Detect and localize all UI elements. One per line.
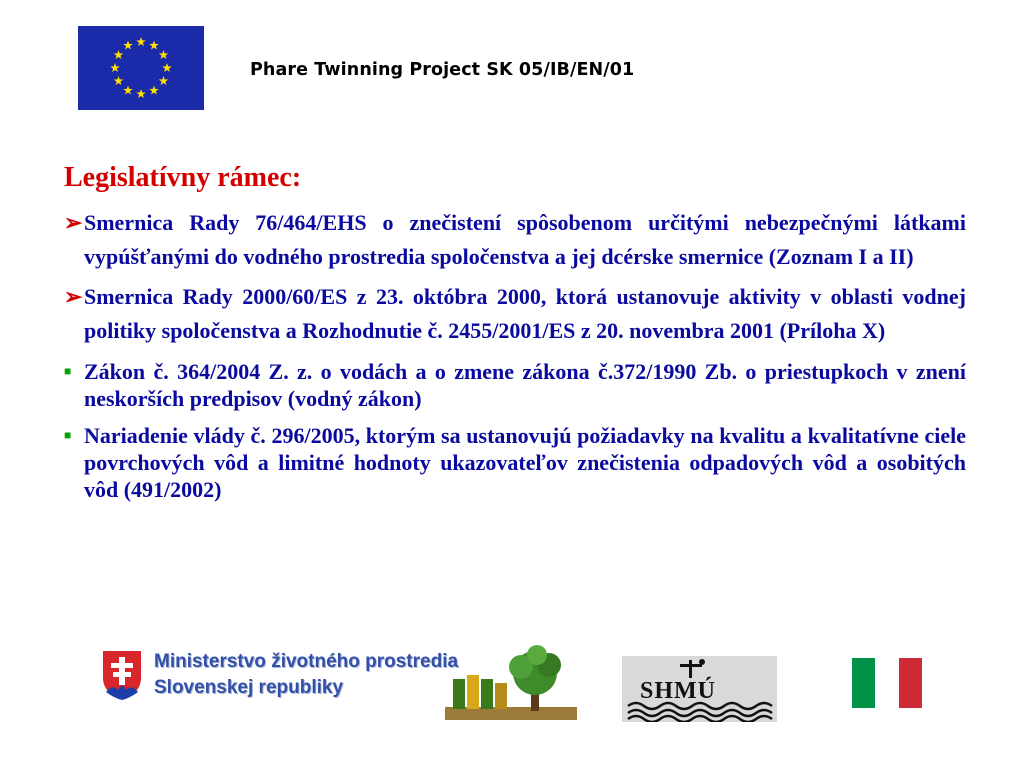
- arrow-bullet-icon: ➢: [64, 284, 83, 309]
- list-item: [64, 358, 966, 412]
- slovak-crest-icon: [100, 648, 144, 702]
- slide-content: [64, 160, 966, 511]
- eu-stars-graphic: [78, 26, 204, 110]
- shmu-label: SHMÚ: [640, 678, 716, 704]
- list-item: [64, 280, 966, 348]
- italy-flag-white: [875, 658, 898, 708]
- list-item-text: Nariadenie vlády č. 296/2005, ktorým sa ustanovujú požiadavky na kvalitu a kvalitatívne ciele povrchových vôd a limitné hodnoty ukazovateľov znečistenia odpadových vôd a osobitých vôd (491/2002): [84, 423, 966, 502]
- eu-flag-icon: [78, 26, 204, 110]
- tree-factory-graphic: [445, 645, 577, 720]
- ministry-logo: [100, 645, 580, 720]
- italy-flag-red: [899, 658, 922, 708]
- ministry-line2: Slovenskej republiky: [154, 677, 344, 698]
- list-item-text: Smernica Rady 76/464/EHS o znečistení spôsobenom určitými nebezpečnými látkami vypúšťanými do vodného prostredia spoločenstva a jej dcérske smernice (Zoznam I a II): [84, 210, 966, 269]
- section-title: Legislatívny rámec:: [64, 162, 302, 193]
- list-item-text: Smernica Rady 2000/60/ES z 23. októbra 2000, ktorá ustanovuje aktivity v oblasti vodnej politiky spoločenstva a Rozhodnutie č. 2455/2001/ES z 20. novembra 2001 (Príloha X): [84, 284, 966, 343]
- italy-flag-green: [852, 658, 875, 708]
- italy-flag-icon: [852, 658, 922, 708]
- ministry-line1: Ministerstvo životného prostredia: [154, 651, 459, 672]
- ministry-name: [154, 649, 458, 701]
- list-item: [64, 422, 966, 503]
- shmu-logo: [622, 656, 777, 722]
- list-item-text: Zákon č. 364/2004 Z. z. o vodách a o zmene zákona č.372/1990 Zb. o priestupkoch v znení neskorších predpisov (vodný zákon): [84, 359, 966, 411]
- header-title: Phare Twinning Project SK 05/IB/EN/01: [250, 60, 635, 80]
- square-bullet-icon: ■: [64, 364, 72, 378]
- square-bullet-icon: ■: [64, 428, 72, 442]
- list-item: [64, 206, 966, 274]
- arrow-bullet-icon: ➢: [64, 210, 83, 235]
